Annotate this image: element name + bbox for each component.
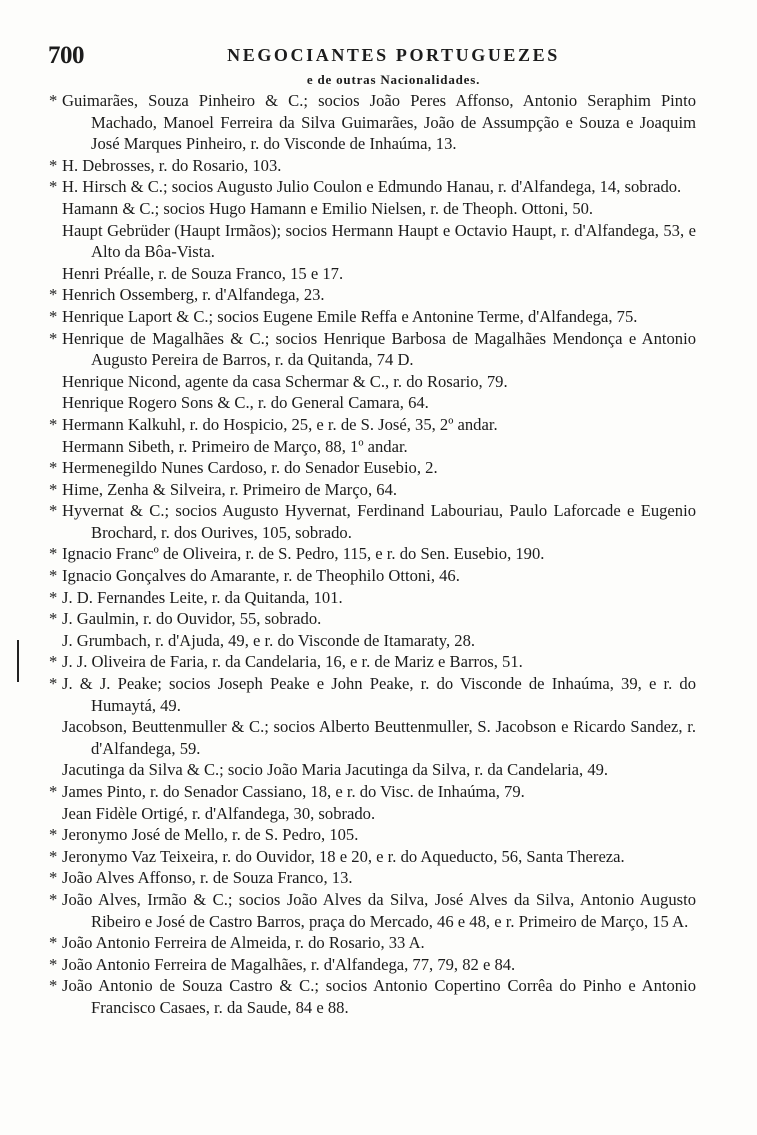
directory-entry bbox=[49, 176, 696, 198]
directory-entry bbox=[49, 932, 696, 954]
entry-marker: * bbox=[49, 328, 58, 348]
directory-entry bbox=[49, 457, 696, 479]
directory-entry bbox=[49, 90, 696, 155]
directory-entry bbox=[49, 587, 696, 609]
entry-marker: * bbox=[49, 414, 58, 434]
entry-text: J. Gaulmin, r. do Ouvidor, 55, sobrado. bbox=[62, 609, 322, 629]
entry-text: J. D. Fernandes Leite, r. da Quitanda, 101. bbox=[62, 587, 343, 607]
page-subtitle: e de outras Nacionalidades. bbox=[306, 72, 481, 87]
entry-marker: * bbox=[49, 674, 58, 694]
directory-entry bbox=[62, 263, 696, 285]
entry-text: Hermann Kalkuhl, r. do Hospicio, 25, e r. de S. José, 35, 2º andar. bbox=[62, 414, 498, 434]
entry-text: Henrique Nicond, agente da casa Schermar & C., r. do Rosario, 79. bbox=[62, 371, 508, 391]
entry-text: Jeronymo Vaz Teixeira, r. do Ouvidor, 18 e 20, e r. do Aqueducto, 56, Santa Thereza. bbox=[62, 846, 625, 866]
entry-text: Jeronymo José de Mello, r. de S. Pedro, 105. bbox=[62, 825, 359, 845]
entry-marker: * bbox=[49, 868, 58, 888]
directory-entry bbox=[49, 543, 696, 565]
entry-text: João Antonio Ferreira de Magalhães, r. d'Alfandega, 77, 79, 82 e 84. bbox=[62, 954, 516, 974]
directory-entry bbox=[49, 608, 696, 630]
directory-entry bbox=[62, 716, 696, 759]
entry-text: Hermenegildo Nunes Cardoso, r. do Senador Eusebio, 2. bbox=[62, 458, 438, 478]
entry-text: Hyvernat & C.; socios Augusto Hyvernat, Ferdinand Labouriau, Paulo Laforcade e Eugenio Brochard, r. dos Ourives, 105, sobrado. bbox=[62, 501, 696, 542]
entry-marker: * bbox=[49, 976, 58, 996]
page-number: 700 bbox=[48, 42, 84, 69]
entry-marker: * bbox=[49, 587, 58, 607]
margin-mark bbox=[17, 640, 19, 682]
directory-entry bbox=[62, 392, 696, 414]
entry-text: Haupt Gebrüder (Haupt Irmãos); socios Hermann Haupt e Octavio Haupt, r. d'Alfandega, 53, e Alto da Bôa-Vista. bbox=[62, 220, 696, 262]
directory-entry bbox=[62, 759, 696, 781]
page-header bbox=[0, 42, 757, 68]
entry-text: James Pinto, r. do Senador Cassiano, 18, e r. do Visc. de Inhaúma, 79. bbox=[62, 782, 525, 801]
entry-marker: * bbox=[49, 652, 58, 672]
directory-entry bbox=[49, 824, 696, 846]
entry-text: H. Hirsch & C.; socios Augusto Julio Coulon e Edmundo Hanau, r. d'Alfandega, 14, sobrado. bbox=[62, 177, 682, 197]
entry-text: Hamann & C.; socios Hugo Hamann e Emilio Nielsen, r. de Theoph. Ottoni, 50. bbox=[62, 198, 594, 218]
entry-marker: * bbox=[49, 458, 58, 478]
entry-marker: * bbox=[49, 825, 58, 845]
entry-text: Henri Préalle, r. de Souza Franco, 15 e 17. bbox=[62, 263, 344, 283]
directory-entry bbox=[62, 371, 696, 393]
entry-text: J. & J. Peake; socios Joseph Peake e John Peake, r. do Visconde de Inhaúma, 39, e r. do Humaytá, 49. bbox=[62, 674, 696, 715]
directory-entry bbox=[62, 436, 696, 458]
directory-entry bbox=[49, 414, 696, 436]
entry-text: Jacutinga da Silva & C.; socio João Maria Jacutinga da Silva, r. da Candelaria, 49. bbox=[62, 760, 609, 780]
entry-text: Henrich Ossemberg, r. d'Alfandega, 23. bbox=[62, 285, 325, 305]
entry-marker: * bbox=[49, 609, 58, 629]
entry-text: Jacobson, Beuttenmuller & C.; socios Alberto Beuttenmuller, S. Jacobson e Ricardo Sandez, r. d'Alfandega, 59. bbox=[62, 717, 696, 758]
entry-text: Henrique de Magalhães & C.; socios Henrique Barbosa de Magalhães Mendonça e Antonio Augusto Pereira de Barros, r. da Quitanda, 74 D. bbox=[62, 328, 696, 370]
entry-marker: * bbox=[49, 91, 58, 110]
entry-marker: * bbox=[49, 782, 58, 801]
entry-text: Henrique Laport & C.; socios Eugene Emile Reffa e Antonine Terme, d'Alfandega, 75. bbox=[62, 306, 638, 326]
directory-entry bbox=[49, 500, 696, 543]
entry-text: João Alves Affonso, r. de Souza Franco, 13. bbox=[62, 868, 353, 888]
entry-text: Guimarães, Souza Pinheiro & C.; socios João Peres Affonso, Antonio Seraphim Pinto Machado, Manoel Ferreira da Silva Guimarães, João de Assumpção e Souza e Joaquim José Marques Pinheiro, r. do Visconde de Inhaúma, 13. bbox=[62, 91, 696, 154]
entry-marker: * bbox=[49, 954, 58, 974]
entry-text: Henrique Rogero Sons & C., r. do General Camara, 64. bbox=[62, 393, 429, 413]
page-title: NEGOCIANTES PORTUGUEZES bbox=[227, 45, 560, 65]
directory-entry bbox=[49, 846, 696, 868]
entry-text: Hermann Sibeth, r. Primeiro de Março, 88, 1º andar. bbox=[62, 436, 408, 456]
directory-entry bbox=[49, 651, 696, 673]
directory-entry bbox=[49, 954, 696, 976]
entry-marker: * bbox=[49, 889, 58, 909]
directory-entry bbox=[49, 155, 696, 177]
entry-marker: * bbox=[49, 155, 58, 175]
entry-marker: * bbox=[49, 566, 58, 586]
entry-text: Jean Fidèle Ortigé, r. d'Alfandega, 30, sobrado. bbox=[62, 803, 376, 823]
entry-marker: * bbox=[49, 846, 58, 866]
directory-entry bbox=[49, 889, 696, 932]
entry-marker: * bbox=[49, 306, 58, 326]
directory-entry bbox=[49, 975, 696, 1018]
directory-entry bbox=[49, 328, 696, 371]
entry-text: Ignacio Francº de Oliveira, r. de S. Pedro, 115, e r. do Sen. Eusebio, 190. bbox=[62, 544, 545, 564]
entry-text: J. Grumbach, r. d'Ajuda, 49, e r. do Visconde de Itamaraty, 28. bbox=[62, 630, 476, 650]
directory-entry bbox=[62, 220, 696, 263]
entry-list bbox=[49, 90, 696, 1019]
directory-entry bbox=[49, 781, 696, 803]
entry-marker: * bbox=[49, 177, 58, 197]
entry-text: Hime, Zenha & Silveira, r. Primeiro de Março, 64. bbox=[62, 479, 398, 499]
directory-entry bbox=[49, 565, 696, 587]
directory-entry bbox=[62, 630, 696, 652]
entry-marker: * bbox=[49, 501, 58, 521]
entry-text: João Antonio de Souza Castro & C.; socios Antonio Copertino Corrêa do Pinho e Antonio Francisco Casaes, r. da Saude, 84 e 88. bbox=[62, 976, 696, 1017]
entry-text: Ignacio Gonçalves do Amarante, r. de Theophilo Ottoni, 46. bbox=[62, 566, 460, 586]
directory-entry bbox=[49, 284, 696, 306]
entry-text: João Alves, Irmão & C.; socios João Alves da Silva, José Alves da Silva, Antonio Augusto Ribeiro e José de Castro Barros, praça do Mercado, 46 e 48, e r. Primeiro de Março, 15 A. bbox=[62, 889, 696, 931]
entry-text: J. J. Oliveira de Faria, r. da Candelaria, 16, e r. de Mariz e Barros, 51. bbox=[62, 652, 523, 672]
directory-entry bbox=[49, 306, 696, 328]
entry-text: H. Debrosses, r. do Rosario, 103. bbox=[62, 155, 282, 175]
entry-marker: * bbox=[49, 285, 58, 305]
directory-entry bbox=[49, 867, 696, 889]
directory-entry bbox=[62, 198, 696, 220]
entry-marker: * bbox=[49, 933, 58, 953]
entry-marker: * bbox=[49, 544, 58, 564]
entry-marker: * bbox=[49, 479, 58, 499]
entry-text: João Antonio Ferreira de Almeida, r. do Rosario, 33 A. bbox=[62, 933, 425, 953]
directory-entry bbox=[49, 673, 696, 716]
directory-entry bbox=[49, 479, 696, 501]
directory-entry bbox=[62, 803, 696, 825]
